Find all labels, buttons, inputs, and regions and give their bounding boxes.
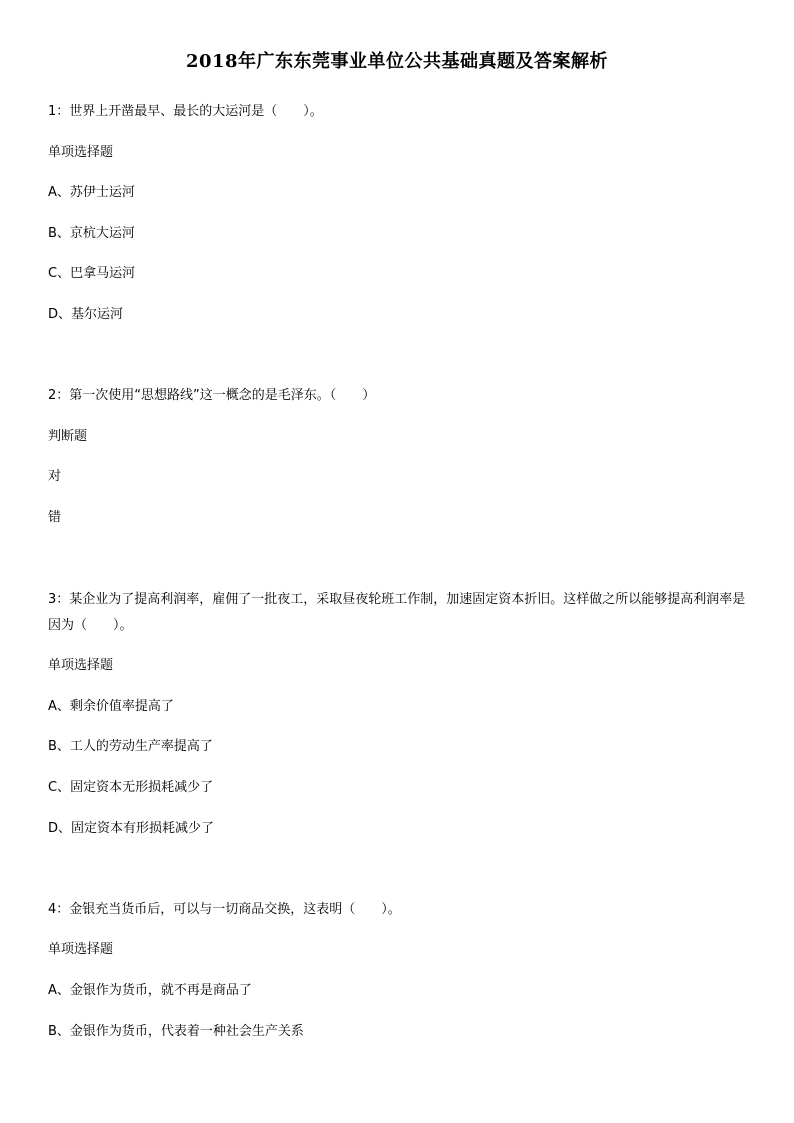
question-3-type: 单项选择题 bbox=[48, 658, 114, 673]
question-3-option-a: A、剩余价值率提高了 bbox=[48, 699, 174, 714]
question-1-option-d: D、基尔运河 bbox=[48, 307, 124, 322]
question-4-option-a: A、金银作为货币，就不再是商品了 bbox=[48, 983, 252, 998]
question-2-type: 判断题 bbox=[48, 429, 88, 444]
question-1-option-a: A、苏伊士运河 bbox=[48, 185, 135, 200]
question-4-type: 单项选择题 bbox=[48, 942, 114, 957]
question-1-option-b: B、京杭大运河 bbox=[48, 226, 135, 241]
question-2-option-false: 错 bbox=[48, 510, 62, 525]
question-2-stem: 2：第一次使用“思想路线”这一概念的是毛泽东。（ ） bbox=[48, 388, 376, 403]
question-2-option-true: 对 bbox=[48, 469, 62, 484]
question-1-stem: 1：世界上开凿最早、最长的大运河是（ ）。 bbox=[48, 104, 323, 119]
question-3-option-c: C、固定资本无形损耗减少了 bbox=[48, 780, 214, 795]
question-3-option-b: B、工人的劳动生产率提高了 bbox=[48, 739, 213, 754]
question-3-option-d: D、固定资本有形损耗减少了 bbox=[48, 821, 215, 836]
question-4-stem: 4：金银充当货币后，可以与一切商品交换，这表明（ ）。 bbox=[48, 902, 401, 917]
question-4-option-b: B、金银作为货币，代表着一种社会生产关系 bbox=[48, 1024, 304, 1039]
question-1-type: 单项选择题 bbox=[48, 145, 114, 160]
document-title: 2018年广东东莞事业单位公共基础真题及答案解析 bbox=[185, 51, 609, 72]
question-1-option-c: C、巴拿马运河 bbox=[48, 266, 136, 281]
question-3-stem: 3：某企业为了提高利润率，雇佣了一批夜工，采取昼夜轮班工作制，加速固定资本折旧。这样做之所以能够提高利润率是因为（ ）。 bbox=[48, 592, 746, 633]
